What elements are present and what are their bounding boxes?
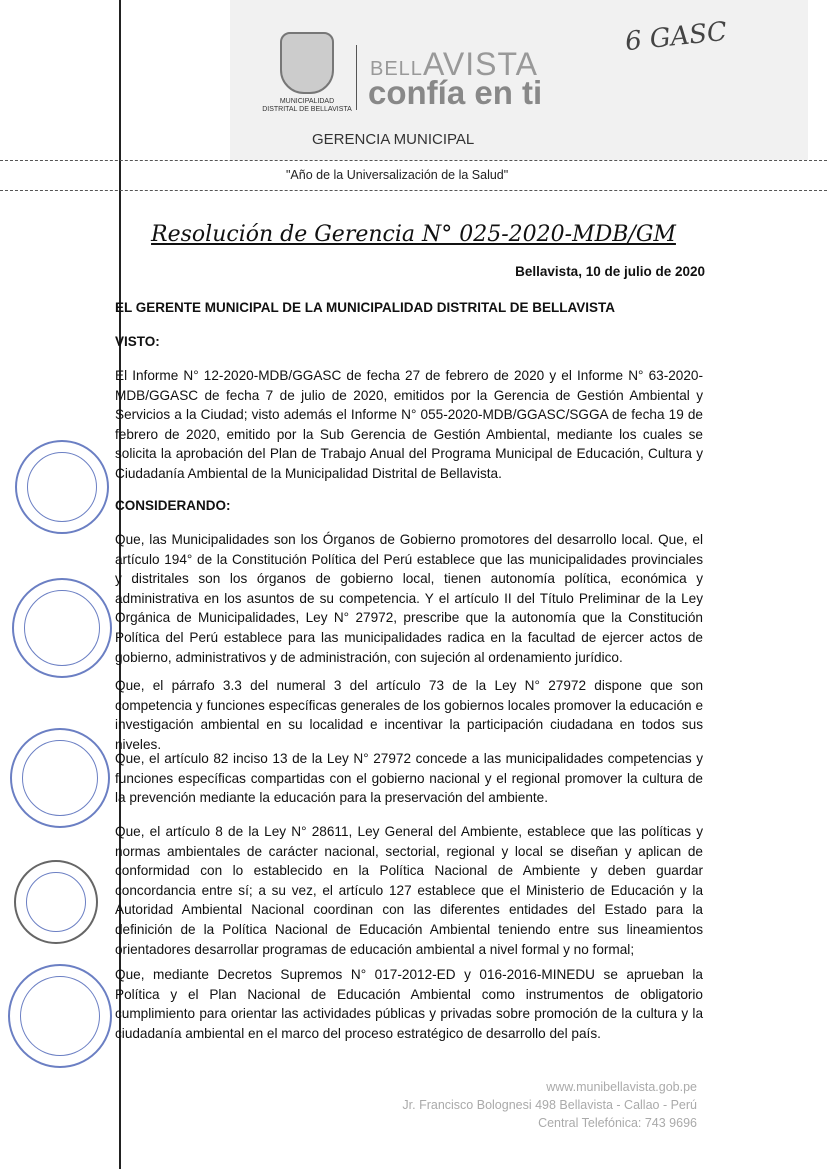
municipality-name: MUNICIPALIDAD DISTRITAL DE BELLAVISTA	[262, 98, 352, 113]
document-date: Bellavista, 10 de julio de 2020	[515, 264, 705, 279]
office-name: GERENCIA MUNICIPAL	[312, 131, 475, 148]
paragraph: Que, el artículo 82 inciso 13 de la Ley N° 27972 concede a las municipalidades competencias y funciones específicas compartidas con el gobierno nacional y el regional promover la cultura de la prevención mediante la educación para la preservación del ambiente.	[115, 751, 703, 806]
considerando-heading: CONSIDERANDO:	[115, 498, 231, 513]
visto-paragraph: El Informe N° 12-2020-MDB/GGASC de fecha 27 de febrero de 2020 y el Informe N° 63-2020-MDB/GGASC de fecha 7 de julio de 2020, emitidos por la Gerencia de Gestión Ambiental y Servicios a la Ciudad; visto además el Informe N° 055-2020-MDB/GGASC/SGGA de fecha 19 de febrero de 2020, emitido por la Sub Gerencia de Gestión Ambiental, mediante los cuales se solicita la aprobación del Plan de Trabajo Anual del Programa Municipal de Educación, Cultura y Ciudadanía Ambiental de la Municipalidad Distrital de Bellavista.	[115, 368, 703, 481]
paragraph: Que, el artículo 8 de la Ley N° 28611, Ley General del Ambiente, establece que las políticas y normas ambientales de carácter nacional, sectorial, regional y local se diseñan y aplican de conformidad con lo establecido en la Política Nacional de Ambiente y deben guardar concordancia entre sí; a su vez, el artículo 127 establece que el Ministerio de Educación y la Autoridad Ambiental Nacional coordinan con las diferentes entidades del Estado para la definición de la Política Nacional de Educación Ambiental teniendo entre sus lineamientos orientadores desarrollar programas de educación ambiental a nivel formal y no formal;	[115, 824, 703, 957]
stamp-municipality	[15, 440, 109, 534]
year-motto: "Año de la Universalización de la Salud"	[286, 168, 509, 182]
addressee: EL GERENTE MUNICIPAL DE LA MUNICIPALIDAD DISTRITAL DE BELLAVISTA	[115, 300, 616, 315]
brand-name: BELLAVISTA	[370, 46, 538, 82]
stamp-signature	[14, 860, 98, 944]
footer-website: www.munibellavista.gob.pe	[546, 1080, 697, 1094]
footer-address: Jr. Francisco Bolognesi 498 Bellavista - Callao - Perú	[402, 1098, 697, 1112]
stamp-environmental-management	[10, 728, 110, 828]
stamp-legal-advisory	[8, 964, 112, 1068]
brand-slogan: confía en ti	[368, 74, 543, 111]
handwritten-note: 6 GASC	[623, 16, 729, 58]
divider	[0, 190, 827, 191]
paragraph: Que, las Municipalidades son los Órganos de Gobierno promotores del desarrollo local. Que, el artículo 194° de la Constitución Política del Perú establece que las municipalidades provinciales y distritales son los órganos de gobierno local, tienen autonomía política, económica y administrativa en los asuntos de su competencia. Y el artículo II del Título Preliminar de la Ley Orgánica de Municipalidades, Ley N° 27972, prescribe que la autonomía que la Constitución Política del Perú establece para las municipalidades radica en la facultad de ejercer actos de gobierno, administrativos y de administración, con sujeción al ordenamiento jurídico.	[115, 532, 703, 665]
footer-contact	[402, 1078, 697, 1132]
paragraph: Que, el párrafo 3.3 del numeral 3 del artículo 73 de la Ley N° 27972 dispone que son competencia y funciones específicas generales de los gobiernos locales promover la educación e investigación ambiental en su localidad e incentivar la participación ciudadana en todos sus niveles.	[115, 678, 703, 752]
divider	[0, 160, 827, 161]
stamp-environmental-management	[12, 578, 112, 678]
logo-divider	[356, 45, 357, 110]
paragraph: Que, mediante Decretos Supremos N° 017-2012-ED y 016-2016-MINEDU se aprueban la Política y el Plan Nacional de Educación Ambiental como instrumentos de obligatorio cumplimiento para orientar las actividades públicas y privadas sobre promoción de la cultura y la ciudadanía ambiental en el marco del proceso estratégico de desarrollo del país.	[115, 967, 703, 1041]
document-title: Resolución de Gerencia N° 025-2020-MDB/GM	[151, 222, 676, 247]
visto-heading: VISTO:	[115, 334, 160, 349]
coat-of-arms-icon	[280, 32, 334, 94]
municipal-logo	[262, 32, 352, 114]
footer-phone: Central Telefónica: 743 9696	[538, 1116, 697, 1130]
